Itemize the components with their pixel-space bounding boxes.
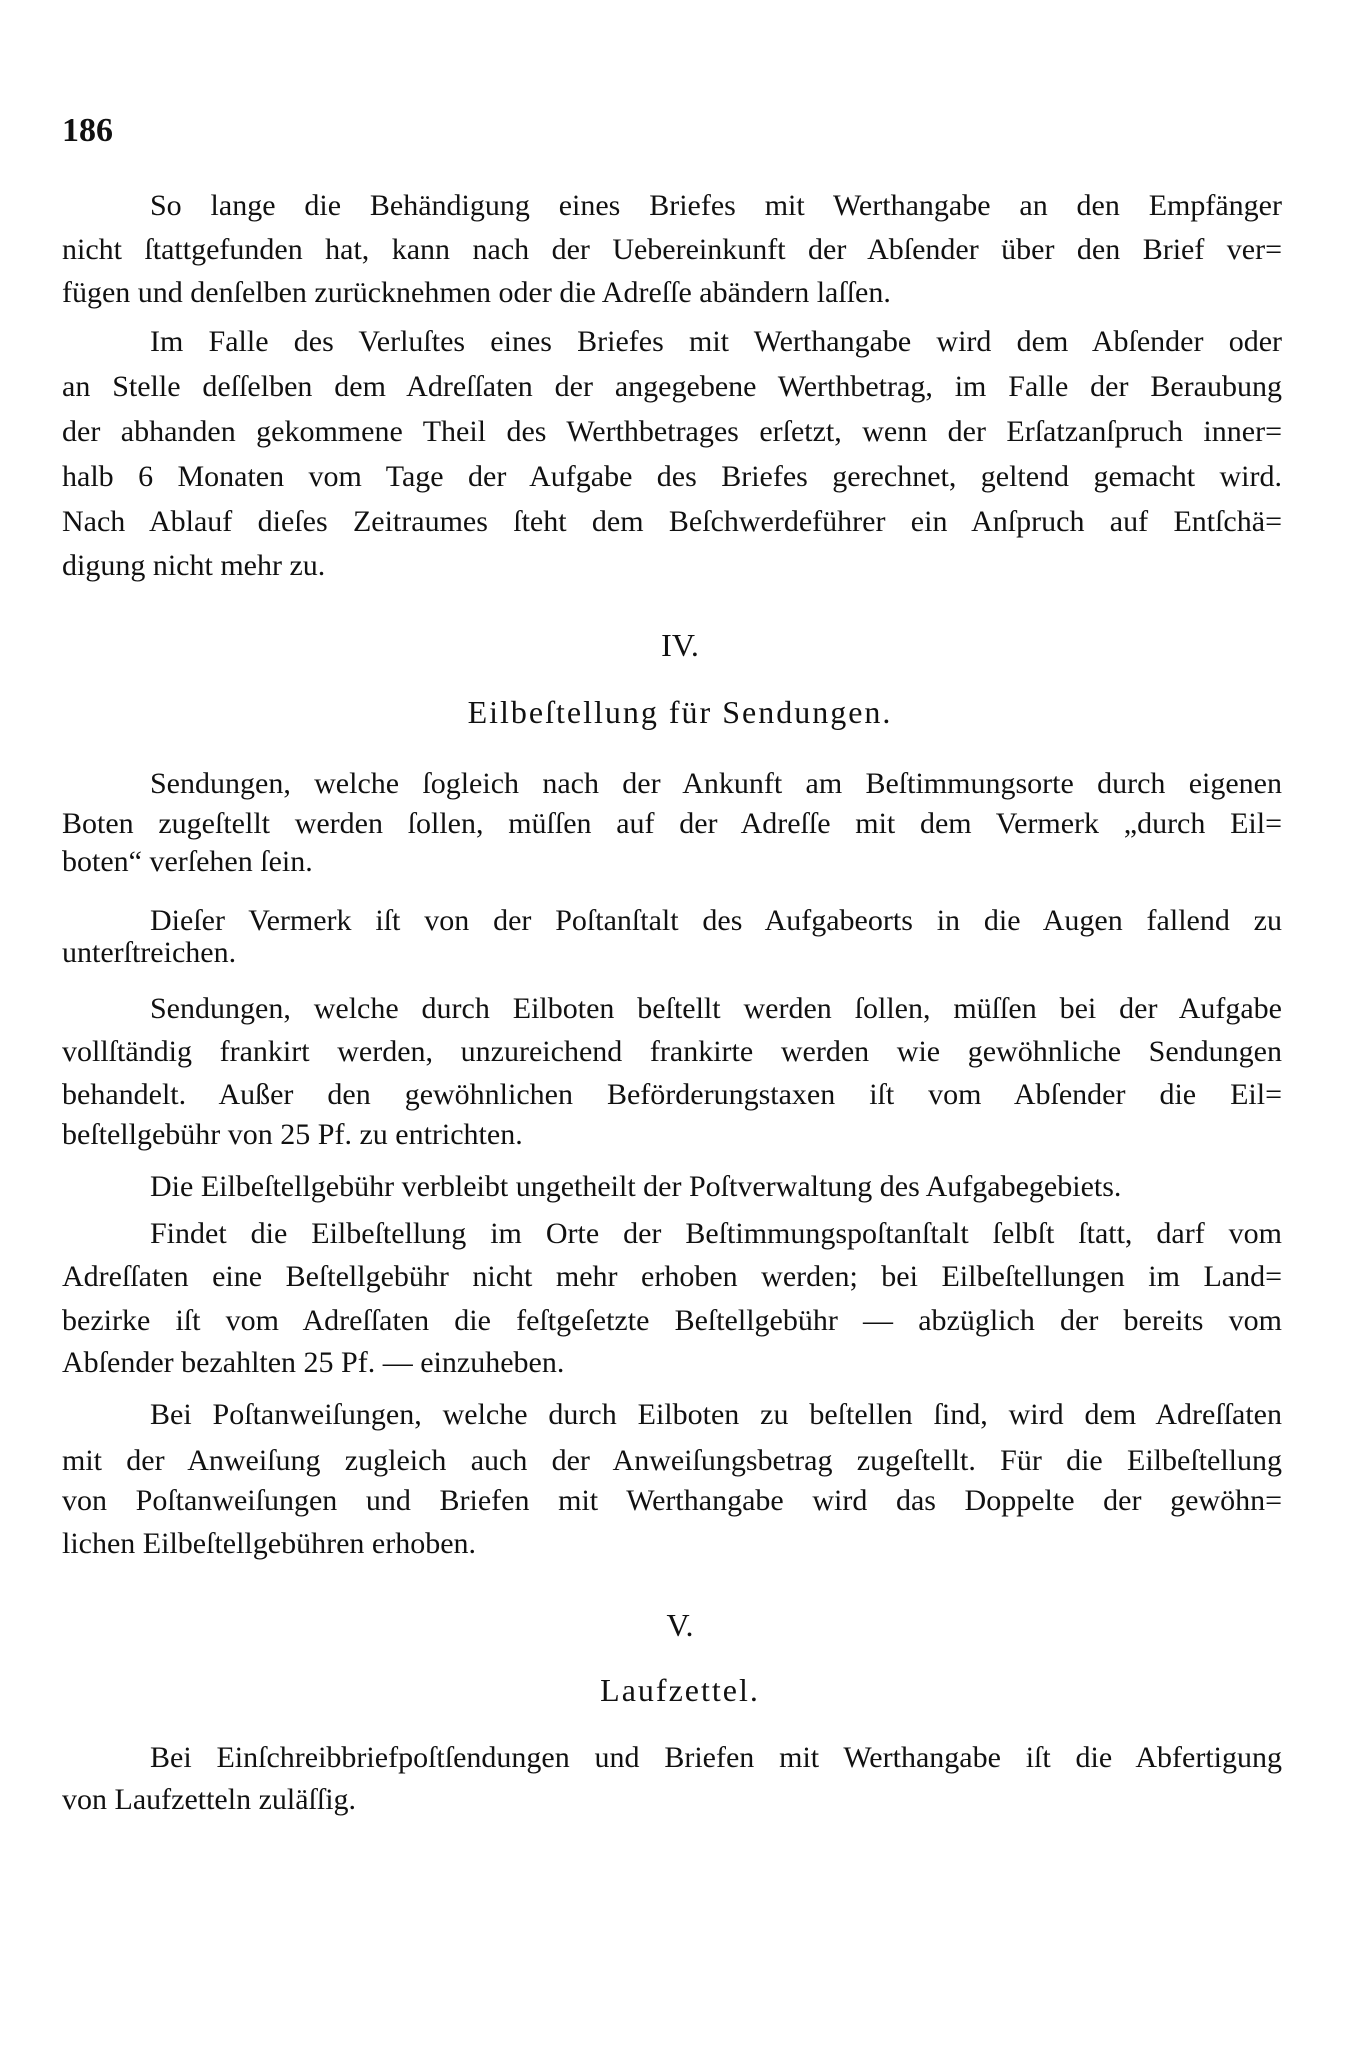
page-number: 186 — [62, 112, 113, 149]
text-line: Adreſſaten eine Beſtellgebühr nicht mehr erhoben werden; bei Eilbeſtellungen im Land= — [62, 1260, 1282, 1293]
text-line: Im Falle des Verluſtes eines Briefes mit Werthangabe wird dem Abſender oder — [150, 325, 1282, 358]
section-heading: Laufzettel. — [600, 1672, 760, 1708]
text-line: So lange die Behändigung eines Briefes mit Werthangabe an den Empfänger — [150, 189, 1282, 222]
text-line: boten“ verſehen ſein. — [62, 845, 313, 878]
text-line: fügen und denſelben zurücknehmen oder die Adreſſe abändern laſſen. — [62, 276, 891, 309]
text-line: unterſtreichen. — [62, 936, 237, 969]
text-line: vollſtändig frankirt werden, unzureichend frankirte werden wie gewöhnliche Sendungen — [62, 1035, 1282, 1068]
text-line: lichen Eilbeſtellgebühren erhoben. — [62, 1527, 477, 1560]
text-line: Boten zugeſtellt werden ſollen, müſſen auf der Adreſſe mit dem Vermerk „durch Eil= — [62, 807, 1282, 840]
section-numeral: IV. — [661, 627, 699, 663]
text-line: Nach Ablauf dieſes Zeitraumes ſteht dem Beſchwerdeführer ein Anſpruch auf Entſchä= — [62, 505, 1282, 538]
text-line: an Stelle deſſelben dem Adreſſaten der angegebene Werthbetrag, im Falle der Beraubung — [62, 370, 1282, 403]
section-heading: Eilbeſtellung für Sendungen. — [467, 694, 893, 730]
text-line: beſtellgebühr von 25 Pf. zu entrichten. — [62, 1118, 523, 1151]
text-line: digung nicht mehr zu. — [62, 549, 326, 582]
text-line: Bei Poſtanweiſungen, welche durch Eilboten zu beſtellen ſind, wird dem Adreſſaten — [150, 1398, 1282, 1431]
text-line: mit der Anweiſung zugleich auch der Anweiſungsbetrag zugeſtellt. Für die Eilbeſtellung — [62, 1444, 1282, 1477]
text-line: der abhanden gekommene Theil des Werthbetrages erſetzt, wenn der Erſatzanſpruch inner= — [62, 415, 1282, 448]
text-line: bezirke iſt vom Adreſſaten die feſtgeſetzte Beſtellgebühr — abzüglich der bereits vom — [62, 1304, 1282, 1337]
text-line: Sendungen, welche ſogleich nach der Ankunft am Beſtimmungsorte durch eigenen — [150, 767, 1282, 800]
section-numeral: V. — [666, 1607, 694, 1643]
text-line: Bei Einſchreibbriefpoſtſendungen und Briefen mit Werthangabe iſt die Abfertigung — [150, 1741, 1282, 1774]
text-line: Sendungen, welche durch Eilboten beſtellt werden ſollen, müſſen bei der Aufgabe — [150, 992, 1282, 1025]
text-line: Abſender bezahlten 25 Pf. — einzuheben. — [62, 1346, 565, 1379]
text-line: behandelt. Außer den gewöhnlichen Beförderungstaxen iſt vom Abſender die Eil= — [62, 1078, 1282, 1111]
text-line: Die Eilbeſtellgebühr verbleibt ungetheilt der Poſtverwaltung des Aufgabegebiets. — [150, 1170, 1122, 1203]
text-line: Findet die Eilbeſtellung im Orte der Beſtimmungspoſtanſtalt ſelbſt ſtatt, darf vom — [150, 1217, 1282, 1250]
text-line: nicht ſtattgefunden hat, kann nach der Uebereinkunft der Abſender über den Brief ver= — [62, 233, 1282, 266]
text-line: halb 6 Monaten vom Tage der Aufgabe des Briefes gerechnet, geltend gemacht wird. — [62, 460, 1282, 493]
text-line: von Poſtanweiſungen und Briefen mit Werthangabe wird das Doppelte der gewöhn= — [62, 1484, 1282, 1517]
text-line: Dieſer Vermerk iſt von der Poſtanſtalt des Aufgabeorts in die Augen fallend zu — [150, 904, 1282, 937]
text-line: von Laufzetteln zuläſſig. — [62, 1783, 357, 1816]
